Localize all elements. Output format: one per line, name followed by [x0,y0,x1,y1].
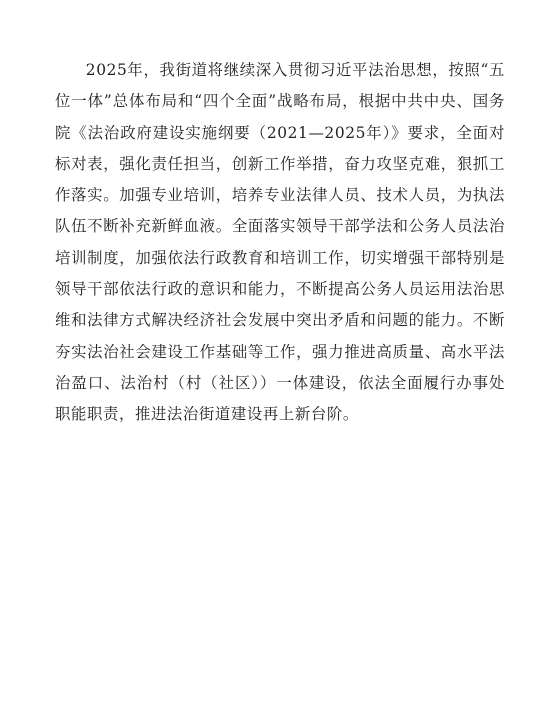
body-paragraph: 2025年，我街道将继续深入贯彻习近平法治思想，按照“五位一体”总体布局和“四个全面”战略布局，根据中共中央、国务院《法治政府建设实施纲要（2021—2025年）》要求，全面对标对表，强化责任担当，创新工作举措，奋力攻坚克难，狠抓工作落实。加强专业培训，培养专业法律人员、技术人员，为执法队伍不断补充新鲜血液。全面落实领导干部学法和公务人员法治培训制度，加强依法行政教育和培训工作，切实增强干部特别是领导干部依法行政的意识和能力，不断提高公务人员运用法治思维和法律方式解决经济社会发展中突出矛盾和问题的能力。不断夯实法治社会建设工作基础等工作，强力推进高质量、高水平法治盈口、法治村（村（社区））一体建设，依法全面履行办事处职能职责，推进法治街道建设再上新台阶。 [55,61,505,424]
